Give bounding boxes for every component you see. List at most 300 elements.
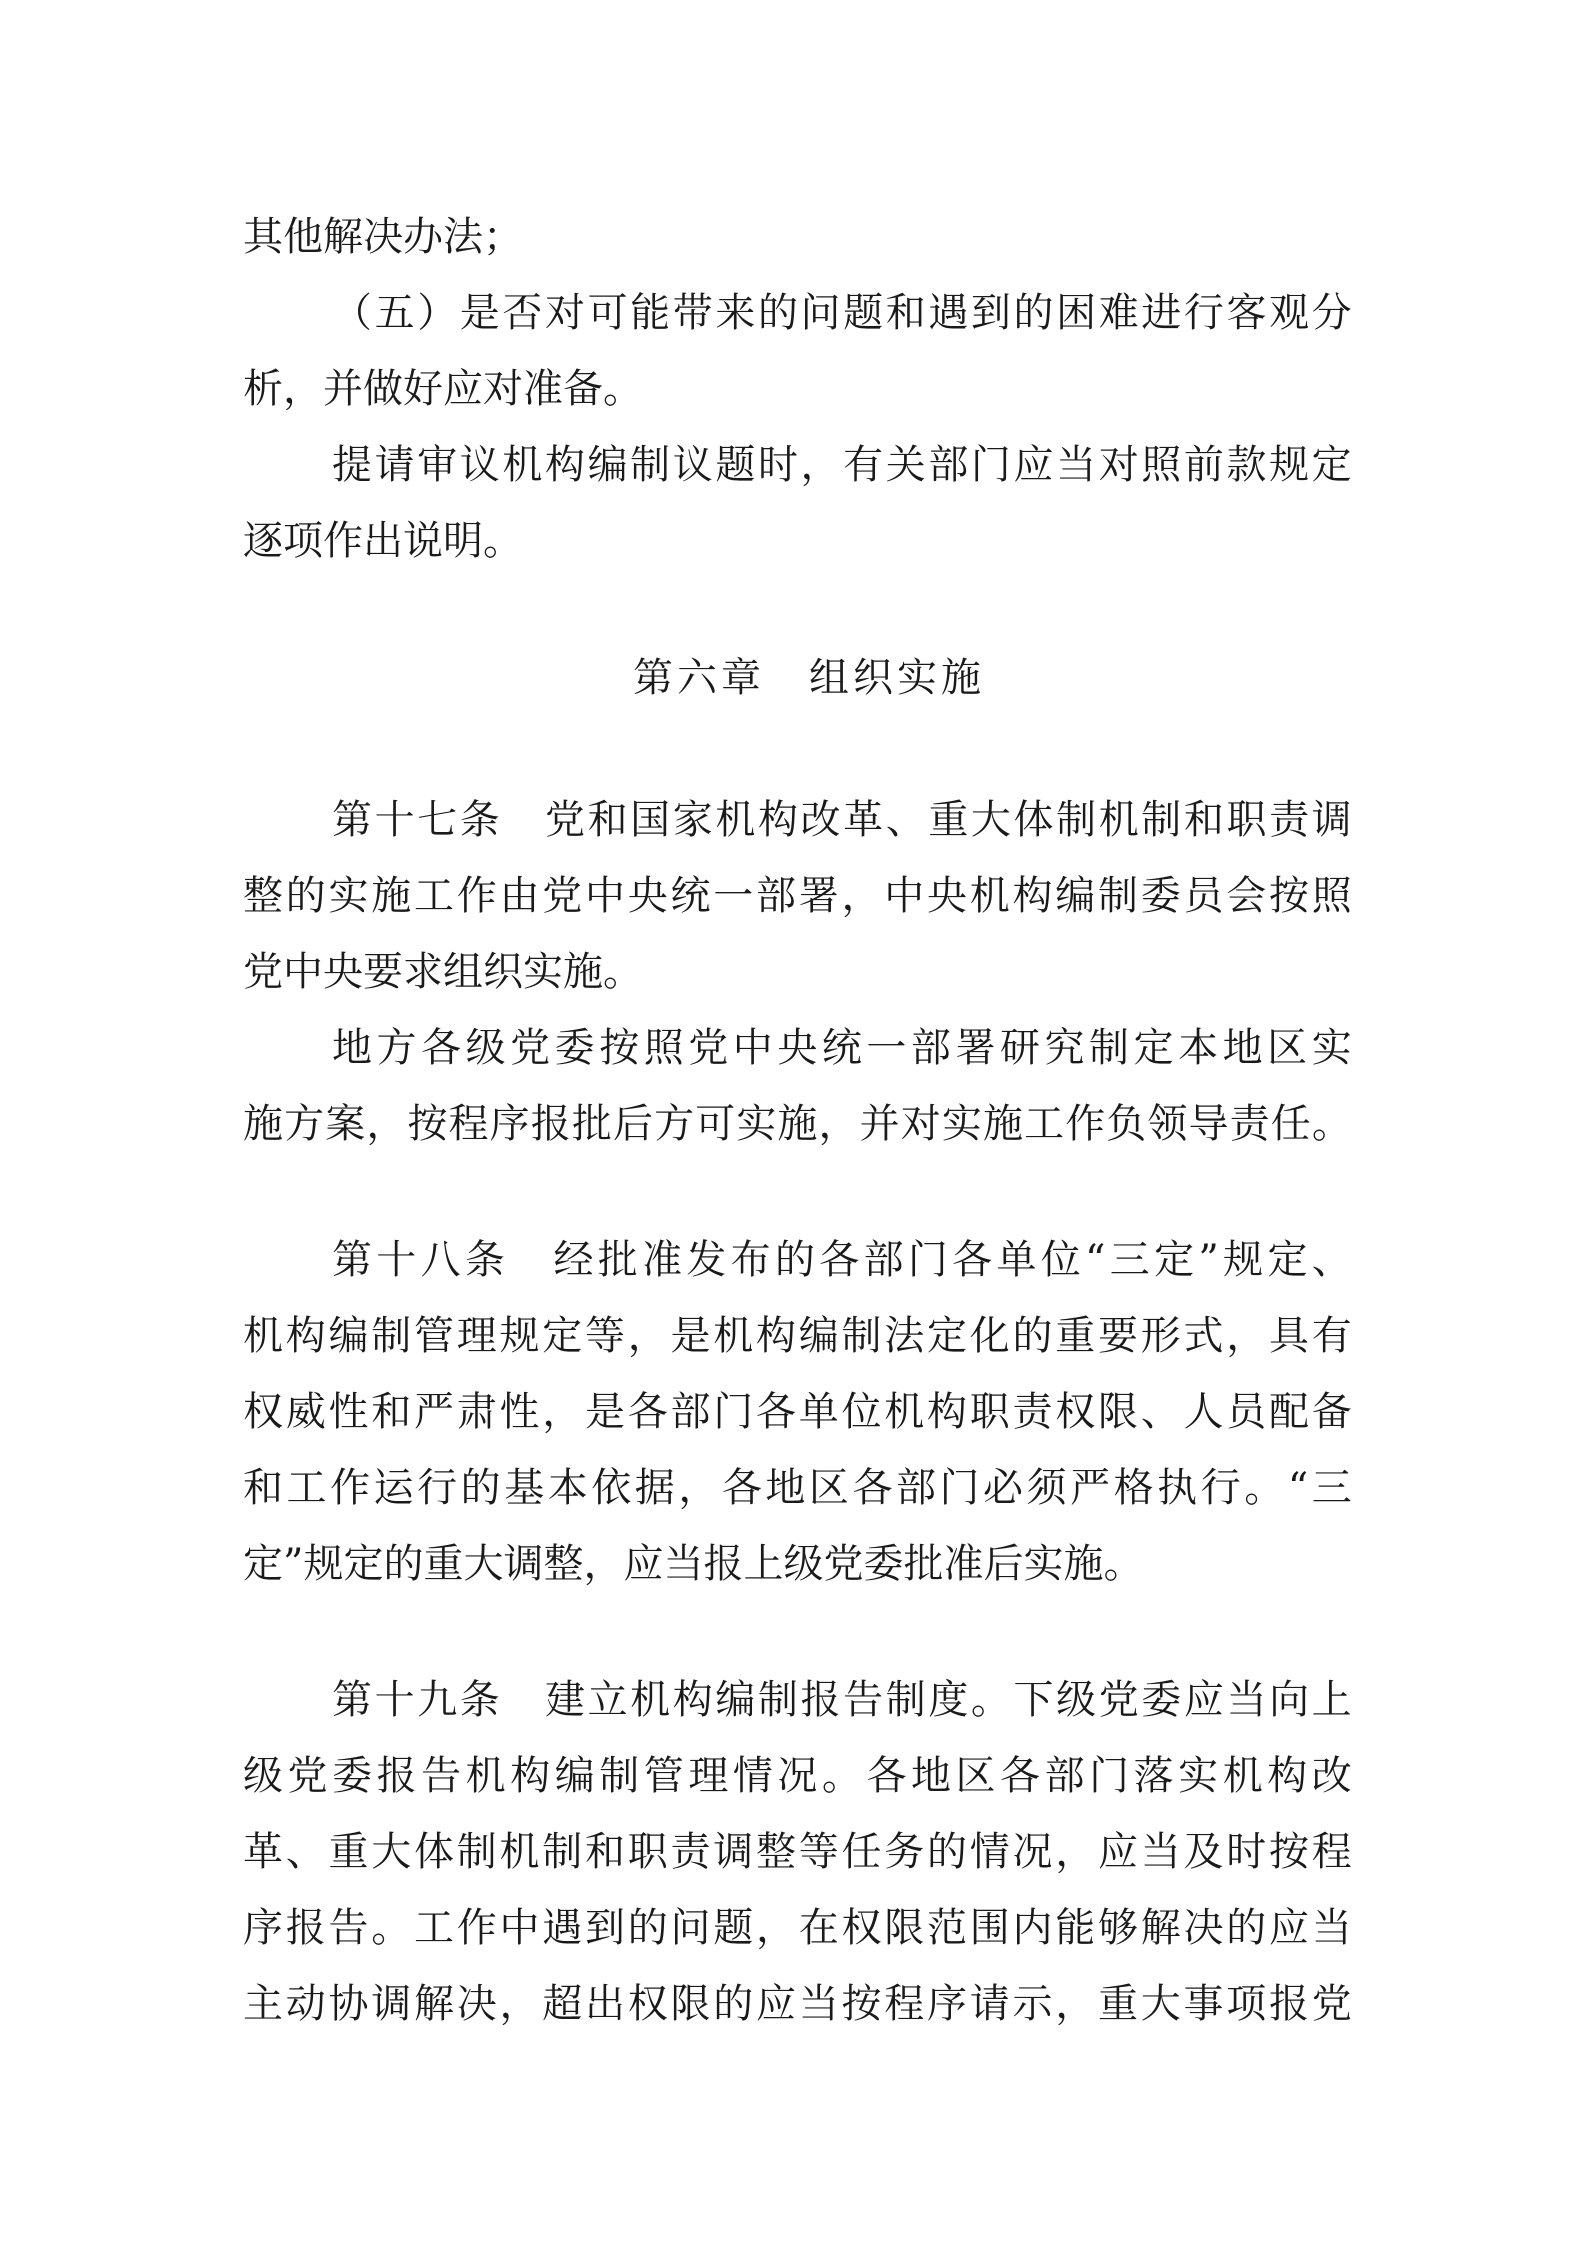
glyph: 区 <box>1267 1025 1308 1071</box>
glyph: 整 <box>243 873 283 919</box>
glyph: 可 <box>587 290 628 336</box>
article-line <box>332 1237 1352 1283</box>
glyph: 的 <box>757 290 798 336</box>
glyph: 责 <box>670 1829 711 1875</box>
glyph: 部 <box>670 1389 711 1435</box>
glyph: 对 <box>900 1101 941 1147</box>
glyph: 大 <box>371 1829 412 1875</box>
glyph: 当 <box>798 1981 839 2027</box>
glyph: 央 <box>777 1025 818 1071</box>
glyph: 式 <box>1183 1313 1224 1359</box>
glyph: 发 <box>686 1237 727 1283</box>
body-line: 逐项作出说明。 <box>243 518 523 564</box>
glyph: 经 <box>553 1237 594 1283</box>
glyph: 和 <box>243 1465 283 1511</box>
glyph: 条 <box>464 1237 505 1283</box>
glyph: 级 <box>243 1753 283 1799</box>
glyph: 国 <box>630 797 671 843</box>
glyph: 位 <box>1040 1237 1081 1283</box>
glyph: 题 <box>715 442 756 488</box>
body-line: 定”规定的重大调整，应当报上级党委批准后实施。 <box>243 1541 1144 1587</box>
glyph: 地 <box>765 1465 806 1511</box>
glyph: 构 <box>1012 873 1053 919</box>
glyph: 职 <box>969 1389 1010 1435</box>
glyph: 行 <box>417 1465 458 1511</box>
body-line <box>243 1753 1352 1799</box>
glyph: 的 <box>1013 290 1054 336</box>
glyph: 围 <box>969 1905 1010 1951</box>
glyph: 须 <box>1026 1465 1067 1511</box>
glyph: 权 <box>627 1981 668 2027</box>
glyph: 机 <box>715 797 756 843</box>
glyph: 请 <box>374 442 415 488</box>
glyph: 前 <box>1183 442 1224 488</box>
glyph: 有 <box>843 442 884 488</box>
glyph: 权 <box>841 1905 882 1951</box>
glyph: 作 <box>456 1905 497 1951</box>
glyph: 重 <box>1055 1313 1096 1359</box>
glyph: 序 <box>489 1101 530 1147</box>
glyph: 门 <box>970 442 1011 488</box>
glyph: 部 <box>863 1237 904 1283</box>
glyph: 限 <box>670 1981 711 2027</box>
glyph <box>502 1680 542 1720</box>
body-line: 其他解决办法； <box>243 214 523 260</box>
glyph: 第 <box>332 1677 372 1723</box>
glyph: 委 <box>554 1025 595 1071</box>
glyph: 进 <box>1141 290 1182 336</box>
glyph: 。 <box>821 1753 862 1799</box>
glyph: 施 <box>982 1101 1023 1147</box>
glyph: 施 <box>777 1101 818 1147</box>
glyph: 任 <box>1270 1101 1311 1147</box>
glyph: 时 <box>757 442 798 488</box>
glyph: 施 <box>243 1101 283 1147</box>
glyph: 和 <box>371 1389 412 1435</box>
glyph: 题 <box>843 290 884 336</box>
article-line <box>332 1677 1352 1723</box>
glyph: 署 <box>798 873 839 919</box>
glyph: 应 <box>756 1981 796 2027</box>
glyph: 究 <box>1044 1025 1085 1071</box>
glyph: 具 <box>1269 1313 1309 1359</box>
glyph: 的 <box>927 1829 967 1875</box>
glyph: 大 <box>1140 1981 1181 2027</box>
glyph: 编 <box>587 442 628 488</box>
glyph: 决 <box>1183 1905 1224 1951</box>
glyph: 观 <box>1269 290 1310 336</box>
glyph: 当 <box>1056 442 1097 488</box>
glyph: 各 <box>1000 1753 1041 1799</box>
glyph: 机 <box>465 1753 506 1799</box>
glyph: 带 <box>672 290 713 336</box>
glyph: 作 <box>330 1465 371 1511</box>
glyph: ， <box>800 442 841 488</box>
glyph: 位 <box>841 1389 882 1435</box>
glyph: 权 <box>1055 1389 1096 1435</box>
glyph: 会 <box>1226 873 1267 919</box>
glyph: 区 <box>955 1753 996 1799</box>
glyph: 遇 <box>928 290 969 336</box>
glyph: 八 <box>420 1237 461 1283</box>
glyph: 解 <box>414 1981 454 2027</box>
glyph: 党 <box>544 797 585 843</box>
glyph: 等 <box>798 1829 839 1875</box>
glyph: 的 <box>1012 1313 1053 1359</box>
glyph: 向 <box>1269 1677 1310 1723</box>
glyph: 和 <box>587 797 628 843</box>
glyph: 制 <box>841 1313 882 1359</box>
glyph: 应 <box>1183 1677 1224 1723</box>
glyph: 和 <box>1183 797 1224 843</box>
glyph: 地 <box>910 1753 951 1799</box>
glyph: 单 <box>798 1389 839 1435</box>
glyph: 调 <box>1311 797 1352 843</box>
glyph: 统 <box>670 873 711 919</box>
glyph: 制 <box>542 1829 583 1875</box>
glyph: 委 <box>1140 873 1181 919</box>
glyph: 情 <box>969 1829 1010 1875</box>
glyph: 和 <box>885 290 926 336</box>
glyph: 度 <box>928 1677 969 1723</box>
glyph: 编 <box>1055 873 1096 919</box>
glyph: 一 <box>866 1025 907 1071</box>
glyph: 配 <box>1269 1389 1309 1435</box>
glyph: 规 <box>1223 1237 1264 1283</box>
glyph: 实 <box>1311 1025 1352 1071</box>
glyph: 当 <box>1226 1677 1267 1723</box>
glyph: ， <box>818 1101 859 1147</box>
glyph: 门 <box>713 1389 754 1435</box>
glyph: 实 <box>941 1101 982 1147</box>
glyph: 够 <box>1098 1905 1138 1951</box>
glyph: 按 <box>1269 873 1309 919</box>
glyph: 、 <box>885 797 926 843</box>
glyph: 制 <box>599 1753 640 1799</box>
glyph: 的 <box>1226 1905 1267 1951</box>
glyph: “ <box>1287 1465 1309 1511</box>
glyph: 革 <box>243 1829 283 1875</box>
glyph: 情 <box>732 1753 773 1799</box>
article-line <box>332 797 1352 843</box>
glyph: 一 <box>713 873 754 919</box>
glyph: 单 <box>996 1237 1037 1283</box>
glyph: 革 <box>843 797 884 843</box>
glyph: 调 <box>371 1981 412 2027</box>
glyph: 定 <box>1133 1025 1174 1071</box>
glyph: 由 <box>499 873 540 919</box>
glyph: 中 <box>499 1905 540 1951</box>
glyph: 委 <box>332 1753 373 1799</box>
glyph: 报 <box>376 1753 417 1799</box>
glyph: 党 <box>1098 1677 1139 1723</box>
glyph: 领 <box>1147 1101 1188 1147</box>
glyph: 当 <box>1140 1829 1181 1875</box>
glyph: 照 <box>1311 873 1352 919</box>
glyph: 统 <box>821 1025 862 1071</box>
glyph: 案 <box>325 1101 366 1147</box>
glyph: 职 <box>1226 797 1267 843</box>
glyph: 依 <box>591 1465 632 1511</box>
glyph: 按 <box>841 1981 882 2027</box>
glyph: 员 <box>1226 1389 1267 1435</box>
glyph: 重 <box>328 1829 369 1875</box>
body-line <box>332 290 1352 336</box>
glyph: 序 <box>927 1981 967 2027</box>
glyph: 对 <box>544 290 585 336</box>
glyph: 工 <box>1024 1101 1065 1147</box>
glyph: 构 <box>927 1389 967 1435</box>
glyph: 况 <box>777 1753 818 1799</box>
glyph: 批 <box>571 1101 612 1147</box>
glyph: 本 <box>1178 1025 1219 1071</box>
glyph: 党 <box>287 1753 328 1799</box>
glyph: 序 <box>243 1905 283 1951</box>
glyph: 能 <box>1055 1905 1096 1951</box>
glyph: 款 <box>1226 442 1267 488</box>
glyph: ， <box>1055 1829 1096 1875</box>
glyph: 党 <box>1311 1981 1352 2027</box>
glyph: 要 <box>1098 1313 1138 1359</box>
glyph: 的 <box>774 1237 815 1283</box>
glyph: 大 <box>970 797 1011 843</box>
glyph: 责 <box>1269 797 1310 843</box>
glyph: 。 <box>1244 1465 1285 1511</box>
glyph: 十 <box>376 1237 417 1283</box>
glyph: ， <box>542 1389 583 1435</box>
glyph: 各 <box>952 1237 993 1283</box>
glyph: 权 <box>243 1389 283 1435</box>
glyph: “ <box>1085 1237 1106 1283</box>
glyph: 。 <box>1311 1101 1352 1147</box>
glyph: 制 <box>1141 797 1182 843</box>
glyph: 动 <box>285 1981 326 2027</box>
glyph: ， <box>1055 1981 1096 2027</box>
glyph: 机 <box>243 1313 283 1359</box>
glyph: ， <box>627 1313 668 1359</box>
glyph: 体 <box>414 1829 454 1875</box>
glyph: 央 <box>927 873 967 919</box>
glyph: 部 <box>928 442 969 488</box>
glyph: 体 <box>1013 797 1054 843</box>
glyph: 议 <box>672 442 713 488</box>
glyph: 的 <box>285 873 326 919</box>
glyph: 出 <box>585 1981 625 2027</box>
glyph: 调 <box>713 1829 754 1875</box>
glyph: 研 <box>999 1025 1040 1071</box>
body-line: 党中央要求组织实施。 <box>243 949 643 995</box>
glyph: ， <box>841 873 882 919</box>
glyph: 机 <box>1222 1753 1263 1799</box>
glyph: 制 <box>885 1677 926 1723</box>
glyph: 作 <box>456 873 497 919</box>
glyph: 制 <box>1056 797 1097 843</box>
glyph: ” <box>1198 1237 1219 1283</box>
glyph: 级 <box>465 1025 506 1071</box>
glyph: 是 <box>670 1313 711 1359</box>
glyph: 工 <box>286 1465 327 1511</box>
glyph: 必 <box>983 1465 1024 1511</box>
glyph: 落 <box>1133 1753 1174 1799</box>
glyph: 理 <box>456 1313 497 1359</box>
glyph: ， <box>678 1465 719 1511</box>
glyph: 作 <box>1065 1101 1106 1147</box>
glyph: 管 <box>643 1753 684 1799</box>
glyph: 否 <box>502 290 543 336</box>
glyph: 署 <box>955 1025 996 1071</box>
glyph: 。 <box>970 1677 1011 1723</box>
glyph: 构 <box>544 442 585 488</box>
glyph: 审 <box>417 442 458 488</box>
glyph: 构 <box>1267 1753 1308 1799</box>
glyph: 严 <box>1070 1465 1111 1511</box>
glyph: 工 <box>414 873 454 919</box>
glyph: 按 <box>599 1025 640 1071</box>
glyph: 编 <box>554 1753 595 1799</box>
glyph: 性 <box>499 1389 540 1435</box>
glyph: 央 <box>627 873 668 919</box>
glyph: 行 <box>1183 290 1224 336</box>
glyph: 和 <box>585 1829 625 1875</box>
glyph: 制 <box>757 1677 798 1723</box>
glyph: 应 <box>1269 1905 1309 1951</box>
body-line <box>243 1101 1352 1147</box>
glyph <box>509 1240 549 1280</box>
glyph: 示 <box>1012 1981 1053 2027</box>
glyph: 门 <box>907 1237 948 1283</box>
glyph: 对 <box>1098 442 1139 488</box>
glyph: 能 <box>630 290 671 336</box>
body-line <box>243 1389 1352 1435</box>
glyph: 照 <box>643 1025 684 1071</box>
glyph: 当 <box>1311 1905 1352 1951</box>
glyph: 告 <box>421 1753 462 1799</box>
body-line <box>243 873 1352 919</box>
glyph: 部 <box>756 873 796 919</box>
glyph: 党 <box>510 1025 551 1071</box>
glyph: 实 <box>1178 1753 1219 1799</box>
glyph: 责 <box>1229 1101 1270 1147</box>
glyph: 运 <box>373 1465 414 1511</box>
glyph: 家 <box>672 797 713 843</box>
glyph: 协 <box>328 1981 369 2027</box>
glyph: 中 <box>732 1025 773 1071</box>
body-line <box>243 1313 1352 1359</box>
glyph: 机 <box>969 873 1010 919</box>
glyph: 各 <box>627 1389 668 1435</box>
glyph: 定 <box>927 1313 967 1359</box>
glyph: 构 <box>672 1677 713 1723</box>
glyph: ） <box>417 290 458 336</box>
glyph: 党 <box>542 873 583 919</box>
glyph: 地 <box>1222 1025 1263 1071</box>
glyph: 提 <box>332 442 372 488</box>
glyph: 决 <box>456 1981 497 2027</box>
glyph: 是 <box>459 290 500 336</box>
glyph: 的 <box>460 1465 501 1511</box>
glyph: 定 <box>1154 1237 1195 1283</box>
glyph: 报 <box>1269 1981 1309 2027</box>
glyph: 理 <box>688 1753 729 1799</box>
glyph: 部 <box>1044 1753 1085 1799</box>
glyph: 制 <box>456 1829 497 1875</box>
glyph: 内 <box>1012 1905 1053 1951</box>
glyph: 报 <box>800 1677 841 1723</box>
glyph: 立 <box>587 1677 628 1723</box>
glyph: 及 <box>1183 1829 1224 1875</box>
glyph: 重 <box>1098 1981 1138 2027</box>
glyph: 请 <box>969 1981 1010 2027</box>
glyph: ， <box>366 1101 407 1147</box>
glyph: 十 <box>374 797 415 843</box>
glyph: 来 <box>715 290 756 336</box>
glyph: 改 <box>1311 1753 1352 1799</box>
glyph: 方 <box>654 1101 695 1147</box>
glyph: 五 <box>374 290 415 336</box>
glyph: 应 <box>1013 442 1054 488</box>
glyph: 实 <box>328 873 369 919</box>
glyph: 况 <box>1012 1829 1053 1875</box>
glyph: 部 <box>910 1025 951 1071</box>
glyph: 按 <box>407 1101 448 1147</box>
glyph: 、 <box>1140 1389 1181 1435</box>
glyph: 人 <box>1183 1389 1224 1435</box>
glyph: 区 <box>808 1465 849 1511</box>
glyph: 按 <box>1269 1829 1309 1875</box>
glyph: 机 <box>499 1829 540 1875</box>
glyph: 委 <box>1141 1677 1182 1723</box>
glyph: 规 <box>499 1313 540 1359</box>
glyph: 九 <box>417 1677 458 1723</box>
glyph: 机 <box>630 1677 671 1723</box>
glyph: 门 <box>939 1465 980 1511</box>
glyph: 方 <box>376 1025 417 1071</box>
glyph: 职 <box>627 1829 668 1875</box>
glyph: 施 <box>371 873 412 919</box>
glyph: 有 <box>1311 1313 1352 1359</box>
glyph: 方 <box>284 1101 325 1147</box>
glyph: 构 <box>510 1753 551 1799</box>
glyph: 超 <box>542 1981 583 2027</box>
glyph: 责 <box>1012 1389 1053 1435</box>
glyph: 各 <box>852 1465 893 1511</box>
glyph: 第 <box>332 1237 372 1283</box>
glyph: 程 <box>1311 1829 1352 1875</box>
glyph: ， <box>756 1905 796 1951</box>
glyph: 事 <box>1183 1981 1224 2027</box>
glyph: 机 <box>502 442 543 488</box>
glyph: 报 <box>530 1101 571 1147</box>
glyph: 构 <box>756 1313 796 1359</box>
body-line <box>332 442 1352 488</box>
glyph: 党 <box>688 1025 729 1071</box>
glyph: 范 <box>927 1905 967 1951</box>
glyph: 基 <box>504 1465 545 1511</box>
glyph: 程 <box>884 1981 925 2027</box>
glyph: 问 <box>800 290 841 336</box>
glyph: 主 <box>243 1981 283 2027</box>
glyph: 可 <box>695 1101 736 1147</box>
glyph: 遇 <box>542 1905 583 1951</box>
glyph: 限 <box>884 1905 925 1951</box>
glyph <box>502 800 542 840</box>
glyph: 改 <box>800 797 841 843</box>
glyph: 等 <box>585 1313 625 1359</box>
glyph: 困 <box>1056 290 1097 336</box>
glyph: 准 <box>642 1237 683 1283</box>
glyph: 告 <box>843 1677 884 1723</box>
glyph: 任 <box>841 1829 882 1875</box>
